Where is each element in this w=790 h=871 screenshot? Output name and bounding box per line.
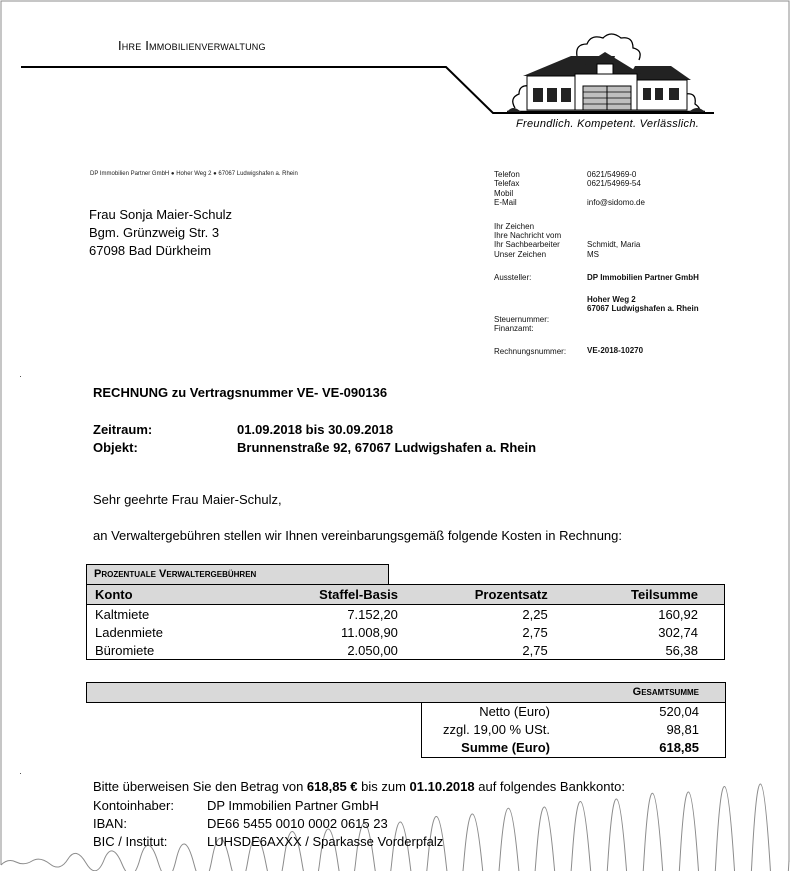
email-value: info@sidomo.de xyxy=(587,198,645,208)
net-row xyxy=(422,704,725,722)
fees-header-row xyxy=(87,585,725,605)
fax-value: 0621/54969-54 xyxy=(587,179,641,189)
period-value: 01.09.2018 bis 30.09.2018 xyxy=(237,422,394,437)
cell-subtotal: 160,92 xyxy=(556,605,725,624)
period-values xyxy=(237,421,536,457)
totals-section-title: Gesamtsumme xyxy=(632,686,699,698)
our-ref-value: MS xyxy=(587,249,599,259)
info-values xyxy=(587,170,699,356)
sender-line: DP Immobilien Partner GmbH ● Hoher Weg 2 ● 67067 Ludwigshafen a. Rhein xyxy=(90,171,298,177)
cell-percent: 2,25 xyxy=(522,606,548,622)
table-row xyxy=(87,623,725,641)
bank-labels xyxy=(93,797,174,851)
holder-label: Kontoinhaber: xyxy=(93,798,174,813)
recipient-address xyxy=(89,206,232,260)
cell-percent: 2,75 xyxy=(522,624,548,640)
period-labels xyxy=(93,421,152,457)
iban-value: DE66 5455 0010 0002 0615 23 xyxy=(207,816,388,831)
your-ref-label: Ihr Zeichen xyxy=(494,221,535,231)
issuer-street: Hoher Weg 2 xyxy=(587,294,636,304)
issuer-city: 67067 Ludwigshafen a. Rhein xyxy=(587,304,699,314)
issuer-label: Aussteller: xyxy=(494,273,532,283)
net-value: 520,04 xyxy=(659,704,699,719)
holder-value: DP Immobilien Partner GmbH xyxy=(207,798,379,813)
net-label: Netto (Euro) xyxy=(479,704,550,719)
payment-text-post: auf folgendes Bankkonto: xyxy=(474,779,625,794)
cell-basis: 11.008,90 xyxy=(341,624,398,640)
phone-label: Telefon xyxy=(494,170,520,179)
cell-subtotal: 302,74 xyxy=(556,623,725,641)
issuer-name: DP Immobilien Partner GmbH xyxy=(587,273,699,283)
table-row xyxy=(87,641,725,660)
mobile-label: Mobil xyxy=(494,188,514,198)
bank-values xyxy=(207,797,443,851)
invoice-no-value: VE-2018-10270 xyxy=(587,346,644,356)
column-teilsumme: Teilsumme xyxy=(556,585,725,605)
vat-label: zzgl. 19,00 % USt. xyxy=(443,722,550,737)
recipient-city: 67098 Bad Dürkheim xyxy=(89,243,212,258)
invoice-subject: RECHNUNG zu Vertragsnummer VE- VE-090136 xyxy=(93,385,388,400)
object-label: Objekt: xyxy=(93,440,138,455)
sum-label: Summe (Euro) xyxy=(461,740,550,755)
column-konto: Konto xyxy=(87,585,242,605)
salutation: Sehr geehrte Frau Maier-Schulz, xyxy=(93,492,282,507)
totals-section-header xyxy=(86,682,726,703)
fax-label: Telefax xyxy=(494,179,520,189)
payment-text-mid: bis zum xyxy=(357,779,410,794)
clerk-value: Schmidt, Maria xyxy=(587,240,641,250)
payment-instruction xyxy=(93,779,625,794)
cell-konto: Kaltmiete xyxy=(87,605,242,624)
vat-value: 98,81 xyxy=(666,722,699,737)
phone-value: 0621/54969-0 xyxy=(587,170,637,179)
payment-due-date: 01.10.2018 xyxy=(409,779,475,794)
bic-value: LUHSDE6AXXX / Sparkasse Vorderpfalz xyxy=(207,834,444,849)
fees-section-header xyxy=(86,564,389,585)
iban-label: IBAN: xyxy=(93,816,127,831)
invoice-no-label: Rechnungsnummer: xyxy=(494,347,567,357)
totals-box xyxy=(421,702,726,758)
cell-subtotal: 56,38 xyxy=(556,641,725,660)
company-title: Ihre Immobilienverwaltung xyxy=(118,38,266,53)
recipient-street: Bgm. Grünzweig Str. 3 xyxy=(89,225,220,240)
object-value: Brunnenstraße 92, 67067 Ludwigshafen a. Rhein xyxy=(237,440,537,455)
cell-basis: 2.050,00 xyxy=(241,641,406,660)
vat-row xyxy=(422,722,725,740)
punch-mark xyxy=(20,773,21,774)
fees-table xyxy=(86,584,725,660)
tax-no-label: Steuernummer: xyxy=(494,314,550,324)
our-ref-label: Unser Zeichen xyxy=(494,249,547,259)
clerk-label: Ihr Sachbearbeiter xyxy=(494,240,560,250)
payment-amount: 618,85 € xyxy=(306,779,358,794)
cell-percent: 2,75 xyxy=(406,641,556,660)
slogan: Freundlich. Kompetent. Verlässlich. xyxy=(516,118,700,130)
cell-basis: 7.152,20 xyxy=(347,606,398,622)
house-logo xyxy=(505,28,710,118)
column-staffel-basis: Staffel-Basis xyxy=(241,585,406,605)
info-labels xyxy=(494,170,566,357)
payment-text-pre: Bitte überweisen Sie den Betrag von xyxy=(93,779,307,794)
cell-konto: Büromiete xyxy=(87,641,242,660)
sum-row xyxy=(422,740,725,758)
email-label: E-Mail xyxy=(494,198,517,208)
column-prozentsatz: Prozentsatz xyxy=(406,585,556,605)
recipient-name: Frau Sonja Maier-Schulz xyxy=(89,207,233,222)
sum-value: 618,85 xyxy=(659,740,699,755)
table-row xyxy=(87,605,725,624)
period-label: Zeitraum: xyxy=(93,422,153,437)
your-msg-label: Ihre Nachricht vom xyxy=(494,231,562,241)
bic-label: BIC / Institut: xyxy=(93,834,168,849)
cell-konto: Ladenmiete xyxy=(87,623,242,641)
intro-text: an Verwaltergebühren stellen wir Ihnen vereinbarungsgemäß folgende Kosten in Rechnung: xyxy=(93,528,623,543)
tax-office-label: Finanzamt: xyxy=(494,324,534,334)
fold-mark xyxy=(20,376,21,377)
fees-section-title: Prozentuale Verwaltergebühren xyxy=(94,568,257,580)
